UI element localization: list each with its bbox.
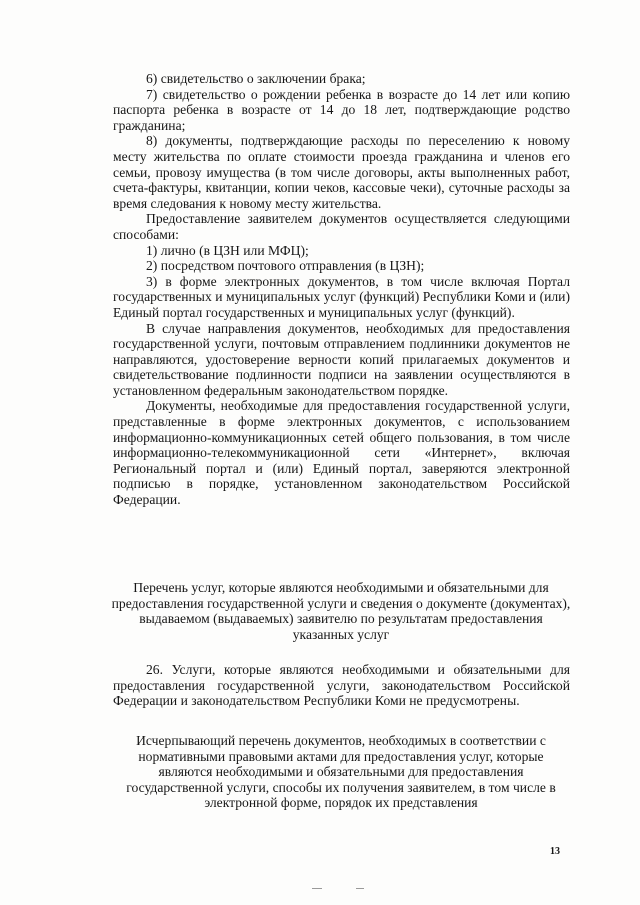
document-body [113, 71, 570, 508]
paragraph-method-electronic: 3) в форме электронных документов, в том числе включая Портал государственных и муниципальных услуг (функций) Республики Коми и (или) Единый портал государственных и муниципальных услуг (функций). [113, 273, 570, 320]
paragraph-method-post: 2) посредством почтового отправления (в ЦЗН); [146, 258, 425, 274]
paragraph-method-in-person: 1) лично (в ЦЗН или МФЦ); [146, 242, 309, 258]
paragraph-marriage-certificate: 6) свидетельство о заключении брака; [146, 71, 366, 86]
section-heading-document-list: Исчерпывающий перечень документов, необходимых в соответствии с нормативными правовыми актами для предоставления услуг, которые являются необходимыми и обязательными для предоставления государственной услуги, способы их получения заявителем, в том числе в электронной форме, порядок их представления [126, 733, 556, 811]
paragraph-relocation-expenses: 8) документы, подтверждающие расходы по переселению к новому месту жительства по оплате стоимости проезда гражданина и членов его семьи, провозу имущества (в том числе договоры, акты выполненных работ, счета-фактуры, квитанции, копии чеков, кассовые чеки), суточные расходы за время следования к новому месту жительства. [113, 133, 570, 211]
item-26: 26. Услуги, которые являются необходимыми и обязательными для предоставления государственной услуги, законодательством Российской Федерации и законодательством Республики Коми не предусмотрены. [113, 662, 570, 709]
page-number: 13 [550, 846, 560, 857]
paragraph-electronic-signature: Документы, необходимые для предоставления государственной услуги, представленные в форме электронных документов, с использованием информационно-коммуникационных сетей общего пользования, в том числе информационно-телекоммуникационной сети «Интернет», включая Региональный портал и (или) Единый портал, заверяются электронной подписью в порядке, установленном законодательством Российской Федерации. [113, 398, 570, 508]
scan-artifact-left [312, 888, 322, 889]
scan-artifact-right [356, 888, 364, 889]
paragraph-submission-methods: Предоставление заявителем документов осуществляется следующими способами: [113, 211, 570, 242]
section-heading-required-services: Перечень услуг, которые являются необходимыми и обязательными для предоставления государственной услуги и сведения о документе (документах), выдаваемом (выдаваемых) заявителю по результатам предоставления указанных услуг [111, 580, 571, 642]
paragraph-postal-rules: В случае направления документов, необходимых для предоставления государственной услуги, почтовым отправлением подлинники документов не направляются, удостоверение верности копий прилагаемых документов и свидетельствование подлинности подписи на заявлении осуществляются в установленном федеральным законодательством порядке. [113, 320, 570, 398]
paragraph-birth-certificate: 7) свидетельство о рождении ребенка в возрасте до 14 лет или копию паспорта ребенка в возрасте от 14 до 18 лет, подтверждающие родство гражданина; [113, 86, 570, 133]
